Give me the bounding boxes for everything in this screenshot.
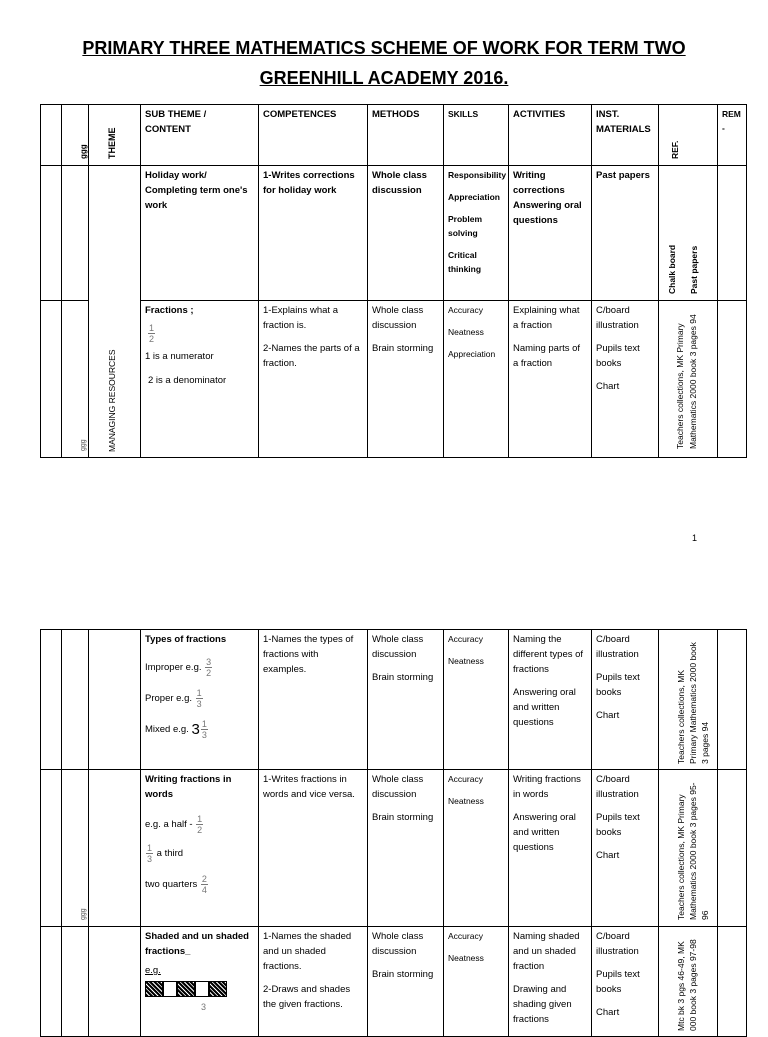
competences-cell: 1-Writes corrections for holiday work [259, 166, 368, 301]
period-cell [62, 166, 89, 301]
competence-item: 2-Draws and shades the given fractions. [263, 984, 351, 1010]
ref-text: Past papers [689, 245, 699, 294]
activities-cell [509, 770, 592, 927]
method-item: Brain storming [372, 672, 434, 683]
method-item: Brain storming [372, 812, 434, 823]
ref-text: Mathematics 2000 book 3 pages 95- [688, 782, 698, 920]
period-label-fragment: ggg [79, 144, 88, 159]
material-item: C/board illustration [596, 634, 639, 660]
sub-theme-cell [141, 927, 259, 1037]
activity-item: Writing fractions in words [513, 774, 581, 800]
skill-item: Problem solving [448, 214, 483, 238]
table-row [41, 166, 747, 301]
ref-cell [659, 927, 718, 1037]
skill-item: Neatness [448, 953, 484, 963]
materials-cell [592, 770, 659, 927]
competence-item: 1-Names the shaded and un shaded fractions. [263, 931, 352, 972]
fraction-example: $\frac{1}{2}$ [149, 323, 155, 344]
numerator-note: 1 is a numerator [145, 351, 214, 362]
table-row [41, 301, 747, 458]
material-item: Chart [596, 710, 620, 721]
school-title: GREENHILL ACADEMY 2016. [259, 68, 509, 88]
materials-header [592, 105, 659, 166]
third-example: $\frac{1}{3}$ a third [147, 843, 184, 864]
rem-cell [718, 166, 747, 301]
partial-fraction: 3 [201, 1002, 207, 1012]
activities-cell: Writing corrections Answering oral questions [509, 166, 592, 301]
rem-cell [718, 770, 747, 927]
example-label: e.g. [145, 965, 161, 976]
competence-item: 2-Names the parts of a fraction. [263, 343, 360, 369]
skill-item: Accuracy [448, 931, 483, 941]
ref-cell [659, 630, 718, 770]
week-cell [41, 301, 62, 458]
sub-theme-cell [141, 770, 259, 927]
ref-text: Teachers collections, MK Primary [676, 794, 686, 920]
skills-cell [444, 630, 509, 770]
theme-cell [89, 630, 141, 770]
denominator-note: 2 is a denominator [148, 375, 227, 386]
skills-cell [444, 770, 509, 927]
improper-example: Improper e.g. $\frac{3}{2}$ [145, 657, 212, 678]
half-example: e.g. a half - $\frac{1}{2}$ [145, 814, 203, 835]
material-item: C/board illustration [596, 305, 639, 331]
ref-cell [659, 301, 718, 458]
material-item: Pupils text books [596, 969, 640, 995]
skill-item: Neatness [448, 327, 484, 337]
skill-item: Accuracy [448, 774, 483, 784]
skill-item: Appreciation [448, 349, 496, 359]
ref-text: Mtc bk 3 pgs 46-49, MK [676, 941, 686, 1031]
table-row [41, 927, 747, 1037]
header-row [41, 105, 747, 166]
sub-theme-heading: Writing fractions in words [145, 774, 232, 800]
period-cell [62, 927, 89, 1037]
theme-label: THEME [107, 127, 117, 159]
material-item: Pupils text books [596, 343, 640, 369]
week-cell [41, 770, 62, 927]
activity-item: Naming shaded and un shaded fraction [513, 931, 580, 972]
period-mark: ggg [80, 439, 87, 451]
theme-cell [89, 770, 141, 927]
method-item: Whole class discussion [372, 931, 424, 957]
page-number: 1 [692, 533, 698, 543]
proper-example: Proper e.g. $\frac{1}{3}$ [145, 688, 202, 709]
document-title: PRIMARY THREE MATHEMATICS SCHEME OF WORK FOR TERM TWO [82, 38, 686, 58]
competences-cell: 1-Names the types of fractions with examples. [259, 630, 368, 770]
activities-header: ACTIVITIES [509, 105, 592, 166]
methods-cell: Whole class discussion [368, 166, 444, 301]
materials-cell: Past papers [592, 166, 659, 301]
scheme-table-top [40, 104, 747, 458]
period-cell [62, 630, 89, 770]
sub-theme-cell [141, 301, 259, 458]
sub-theme-heading: Types of fractions [145, 634, 227, 645]
mixed-example: Mixed e.g. 3 $\frac{1}{3}$ [145, 719, 207, 740]
rem-cell [718, 301, 747, 458]
activities-cell [509, 630, 592, 770]
competences-cell [259, 927, 368, 1037]
table-row [41, 770, 747, 927]
period-mark: ggg [80, 908, 87, 920]
competence-item: 1-Explains what a fraction is. [263, 305, 338, 331]
methods-header: METHODS [368, 105, 444, 166]
method-item: Whole class discussion [372, 305, 424, 331]
sub-theme-header: SUB THEME / CONTENT [141, 105, 259, 166]
activities-cell [509, 301, 592, 458]
skill-item: Accuracy [448, 305, 483, 315]
materials-cell [592, 301, 659, 458]
method-item: Whole class discussion [372, 774, 424, 800]
rem-cell [718, 630, 747, 770]
skill-item: Accuracy [448, 634, 483, 644]
quarters-example: two quarters $\frac{2}{4}$ [145, 874, 207, 895]
materials-cell [592, 927, 659, 1037]
materials-cell [592, 630, 659, 770]
ref-text: Primary Mathematics 2000 book [688, 642, 698, 764]
skills-header: SKILLS [444, 105, 509, 166]
rem-cell [718, 927, 747, 1037]
materials-header-line2: MATERIALS [596, 124, 651, 135]
material-item: Chart [596, 381, 620, 392]
skill-item: Neatness [448, 656, 484, 666]
competences-cell: 1-Writes fractions in words and vice versa. [259, 770, 368, 927]
activity-item: Drawing and shading given fractions [513, 984, 572, 1025]
activity-item: Explaining what a fraction [513, 305, 580, 331]
material-item: Pupils text books [596, 812, 640, 838]
ref-text: Teachers collections, MK Primary [675, 323, 685, 449]
competences-cell [259, 301, 368, 458]
sub-theme-cell [141, 630, 259, 770]
shaded-fraction-diagram [145, 981, 254, 997]
method-item: Brain storming [372, 969, 434, 980]
scheme-table-bottom [40, 629, 747, 1037]
sub-theme-heading: Fractions ; [145, 305, 194, 316]
ref-text: Teachers collections, MK [676, 669, 686, 764]
skill-item: Neatness [448, 796, 484, 806]
sub-theme-heading: Shaded and un shaded fractions_ [145, 931, 249, 957]
materials-header-line1: INST. [596, 109, 620, 120]
method-item: Whole class discussion [372, 634, 424, 660]
week-cell [41, 630, 62, 770]
ref-label: REF. [670, 140, 680, 159]
material-item: C/board illustration [596, 931, 639, 957]
activity-item: Answering oral and written questions [513, 812, 576, 853]
period-cell [62, 770, 89, 927]
ref-cell [659, 770, 718, 927]
theme-cell [89, 166, 141, 458]
skills-cell [444, 927, 509, 1037]
skill-item: Appreciation [448, 192, 500, 202]
method-item: Brain storming [372, 343, 434, 354]
activity-item: Answering oral and written questions [513, 687, 576, 728]
methods-cell [368, 927, 444, 1037]
period-cell [62, 301, 89, 458]
week-cell [41, 927, 62, 1037]
material-item: C/board illustration [596, 774, 639, 800]
activity-item: Naming the different types of fractions [513, 634, 584, 675]
skills-cell [444, 301, 509, 458]
methods-cell [368, 630, 444, 770]
skill-item: Critical thinking [448, 250, 482, 274]
ref-text: 96 [700, 910, 710, 920]
week-cell [41, 166, 62, 301]
sub-theme-cell: Holiday work/ Completing term one's work [141, 166, 259, 301]
theme-cell [89, 927, 141, 1037]
skills-cell [444, 166, 509, 301]
competences-header: COMPETENCES [259, 105, 368, 166]
methods-cell [368, 301, 444, 458]
ref-text: Mathematics 2000 book 3 pages 94 [688, 314, 698, 449]
activity-item: Naming parts of a fraction [513, 343, 581, 369]
ref-text: Chalk board [667, 244, 677, 294]
material-item: Pupils text books [596, 672, 640, 698]
ref-header [659, 105, 718, 166]
material-item: Chart [596, 850, 620, 861]
theme-text: MANAGING RESOURCES [107, 349, 117, 452]
table-row [41, 630, 747, 770]
material-item: Chart [596, 1007, 620, 1018]
ref-text: 000 book 3 pages 97-98 [688, 939, 698, 1031]
activities-cell [509, 927, 592, 1037]
week-header [41, 105, 62, 166]
ref-cell [659, 166, 718, 301]
theme-header [89, 105, 141, 166]
skill-item: Responsibility [448, 170, 507, 180]
rem-header: REM - [718, 105, 747, 166]
ref-text: 3 pages 94 [700, 721, 710, 764]
period-header [62, 105, 89, 166]
methods-cell [368, 770, 444, 927]
